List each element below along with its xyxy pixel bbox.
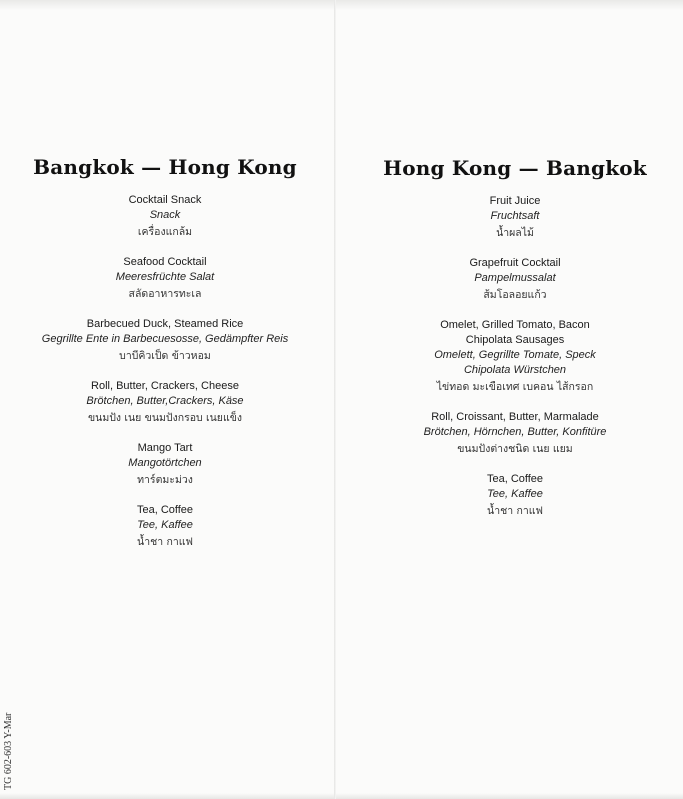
flight-code-label: TG 602-603 Y-Mar xyxy=(3,712,14,790)
course-name-thai: น้ำผลไม้ xyxy=(496,227,534,239)
course-name-german: Brötchen, Hörnchen, Butter, Konfitüre xyxy=(423,426,607,438)
course-name-german: Chipolata Würstchen xyxy=(463,364,567,376)
course-name-german: Tee, Kaffee xyxy=(487,488,543,500)
course-name-english: Roll, Croissant, Butter, Marmalade xyxy=(431,411,599,423)
menu-course xyxy=(8,255,322,302)
course-name-thai: ขนมปัง เนย ขนมปังกรอบ เนยแข็ง xyxy=(87,412,243,424)
course-name-english: Barbecued Duck, Steamed Rice xyxy=(86,318,244,330)
course-name-thai: น้ำชา กาแฟ xyxy=(487,505,543,517)
course-name-thai: เครื่องแกล้ม xyxy=(137,226,193,238)
course-list xyxy=(345,194,683,519)
course-name-thai: ทาร์ตมะม่วง xyxy=(137,474,193,486)
center-fold xyxy=(334,0,336,799)
menu-course xyxy=(8,503,322,550)
course-name-english: Roll, Butter, Crackers, Cheese xyxy=(91,380,239,392)
course-name-german: Omelett, Gegrillte Tomate, Speck xyxy=(434,349,596,361)
course-name-german: Gegrillte Ente in Barbecuesosse, Gedämpfter Reis xyxy=(41,333,289,345)
menu-course xyxy=(345,472,683,519)
course-name-german: Mangotörtchen xyxy=(128,457,202,469)
course-name-english: Grapefruit Cocktail xyxy=(469,257,561,269)
course-name-english: Cocktail Snack xyxy=(128,194,202,206)
menu-course xyxy=(8,193,322,240)
course-name-german: Meeresfrüchte Salat xyxy=(115,271,215,283)
menu-course xyxy=(8,317,322,364)
course-name-english: Tea, Coffee xyxy=(136,504,194,516)
course-name-thai: ส้มโอลอยแก้ว xyxy=(483,289,547,301)
course-name-thai: บาบีคิวเป็ด ข้าวหอม xyxy=(119,350,211,362)
course-name-thai: ไข่ทอด มะเขือเทศ เบคอน ไส้กรอก xyxy=(436,381,594,393)
course-name-english: Seafood Cocktail xyxy=(123,256,207,268)
course-name-german: Fruchtsaft xyxy=(490,210,540,222)
course-name-english: Mango Tart xyxy=(137,442,193,454)
menu-panel-hongkong-bangkok xyxy=(345,155,683,534)
course-name-english: Omelet, Grilled Tomato, Bacon xyxy=(440,319,590,331)
menu-course xyxy=(8,379,322,426)
course-name-german: Brötchen, Butter,Crackers, Käse xyxy=(86,395,244,407)
course-name-german: Tee, Kaffee xyxy=(137,519,193,531)
menu-course xyxy=(345,256,683,303)
menu-course xyxy=(8,441,322,488)
menu-course xyxy=(345,410,683,457)
menu-panel-bangkok-hongkong xyxy=(8,155,322,565)
course-name-thai: ขนมปังต่างชนิด เนย แยม xyxy=(457,443,573,455)
route-title: Hong Kong — Bangkok xyxy=(383,156,647,180)
course-name-thai: สลัดอาหารทะเล xyxy=(128,288,202,300)
course-list xyxy=(8,193,322,550)
course-name-english: Chipolata Sausages xyxy=(465,334,565,346)
menu-course xyxy=(345,194,683,241)
course-name-german: Pampelmussalat xyxy=(474,272,556,284)
course-name-german: Snack xyxy=(149,209,181,221)
course-name-english: Fruit Juice xyxy=(489,195,541,207)
paper-bottom-edge xyxy=(0,793,683,799)
course-name-thai: น้ำชา กาแฟ xyxy=(137,536,193,548)
paper-top-edge xyxy=(0,0,683,10)
route-title: Bangkok — Hong Kong xyxy=(33,155,297,179)
menu-course xyxy=(345,318,683,395)
course-name-english: Tea, Coffee xyxy=(486,473,544,485)
